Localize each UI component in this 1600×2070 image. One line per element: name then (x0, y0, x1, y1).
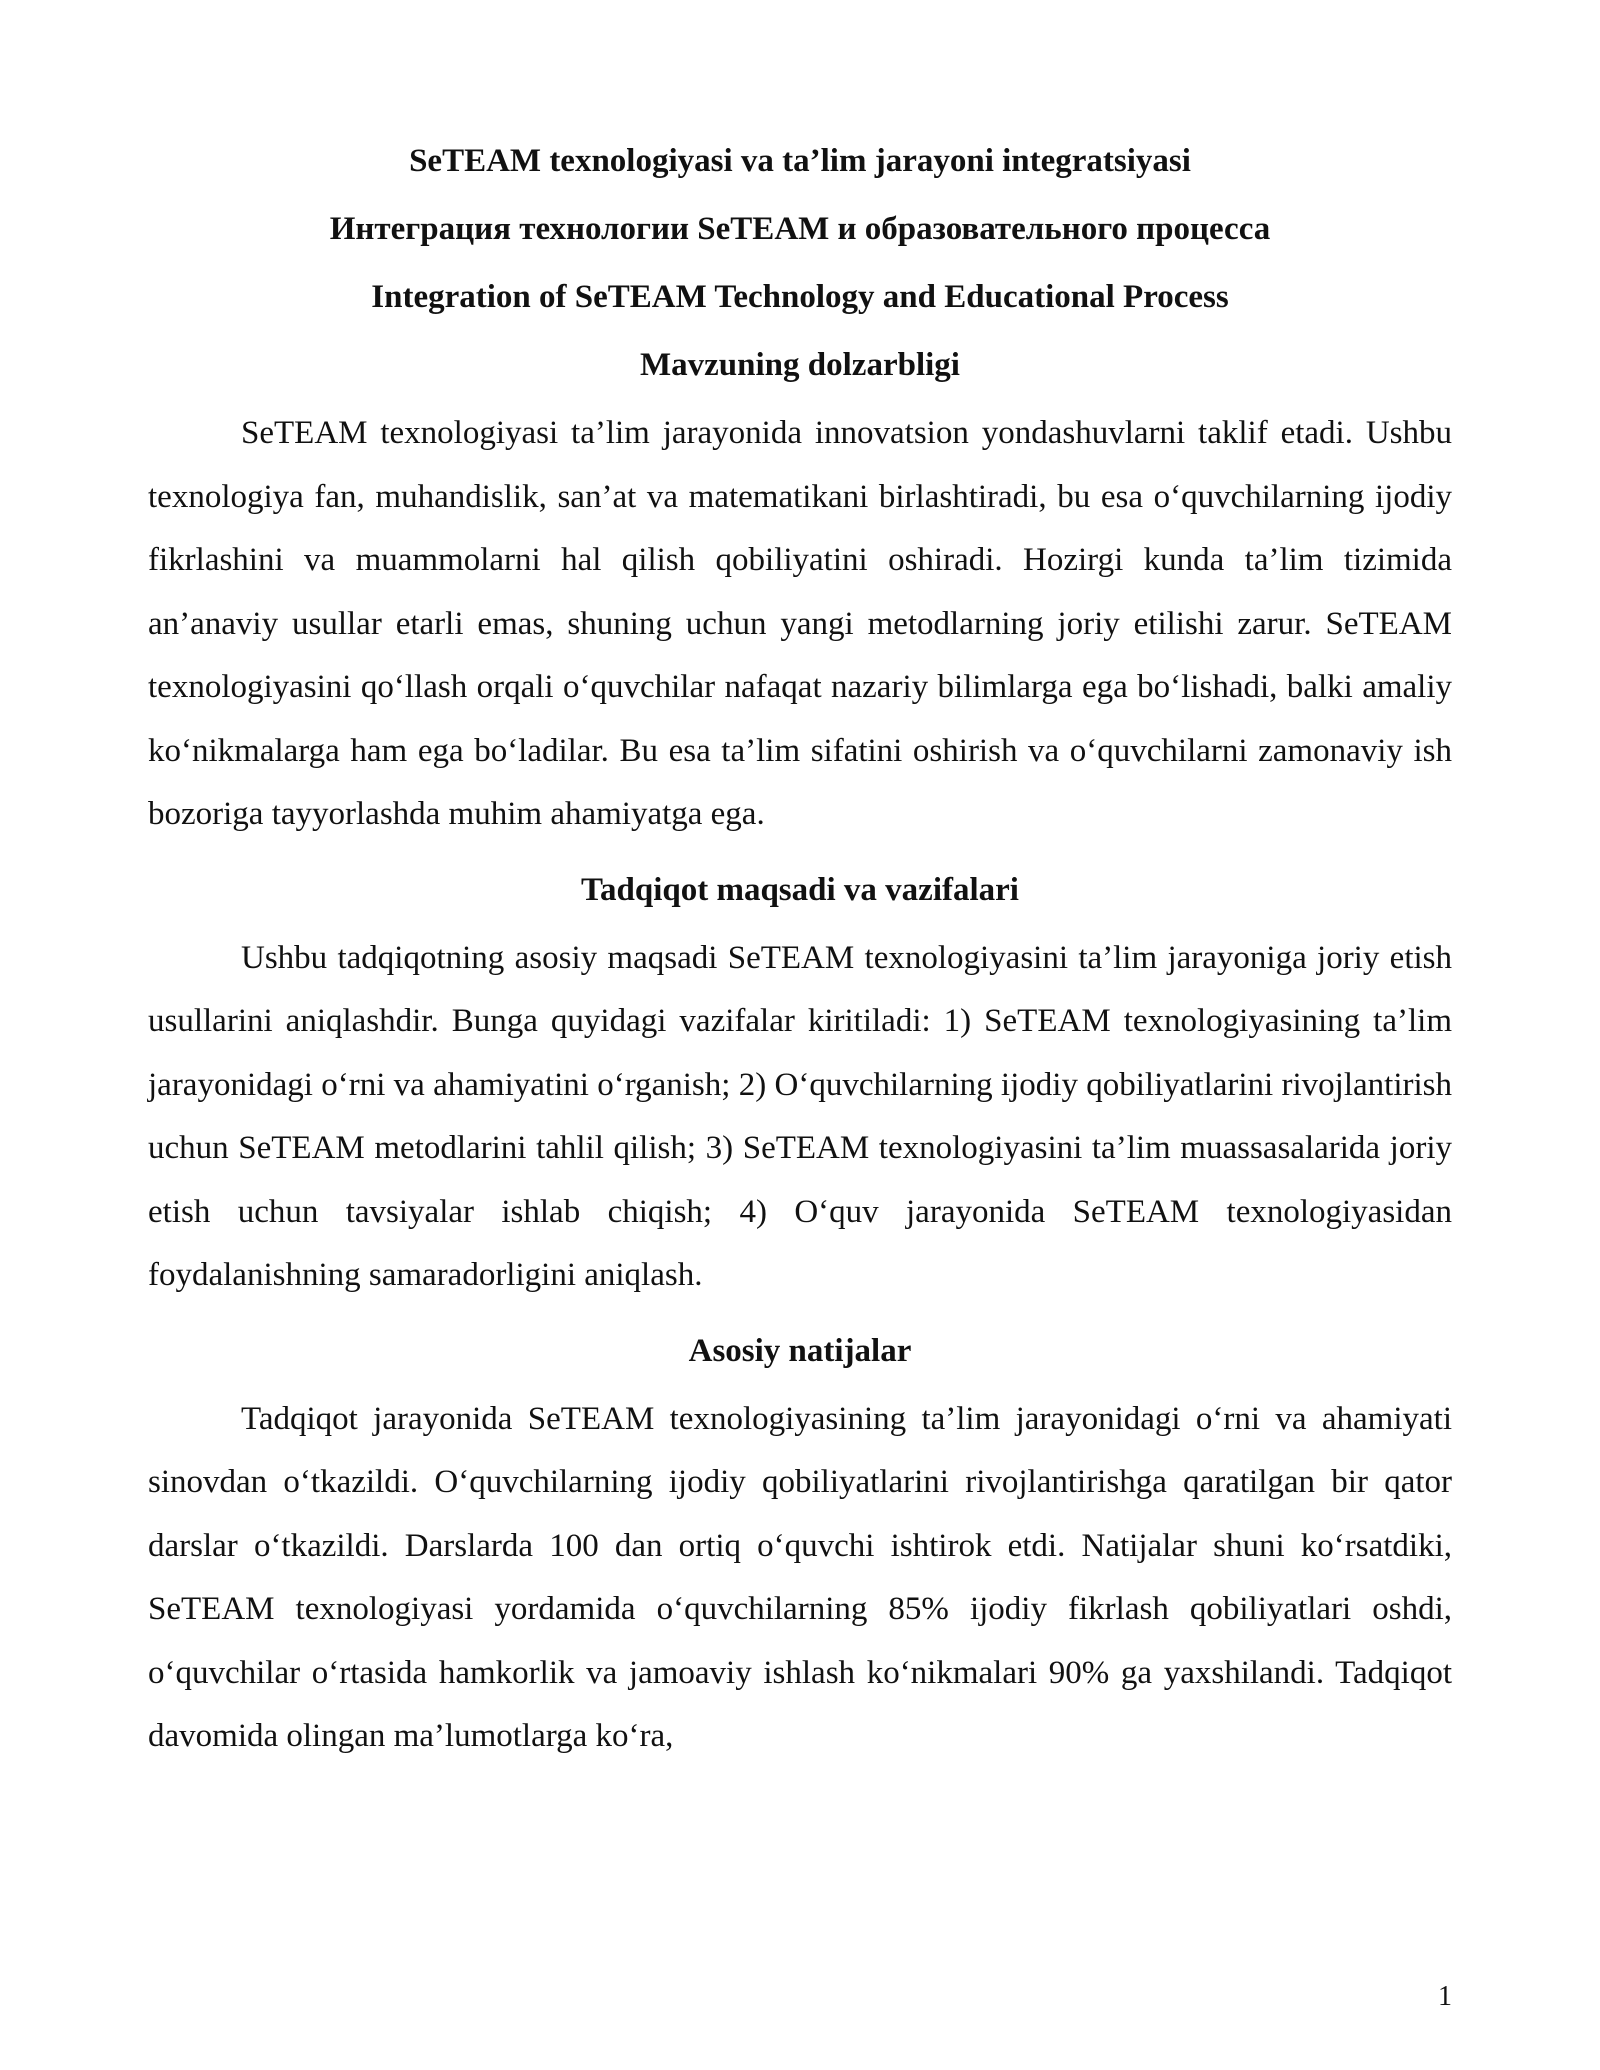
section-heading-goals: Tadqiqot maqsadi va vazifalari (581, 871, 1019, 908)
section-paragraph-results: Tadqiqot jarayonida SeTEAM texnologiyasining ta’lim jarayonidagi o‘rni va ahamiyati sinovdan o‘tkazildi. O‘quvchilarning ijodiy qobiliyatlarini rivojlantirishga qaratilgan bir qator darslar o‘tkazildi. Darslarda 100 dan ortiq o‘quvchi ishtirok etdi. Natijalar shuni ko‘rsatdiki, SeTEAM texnologiyasi yordamida o‘quvchilarning 85% ijodiy fikrlash qobiliyatlari oshdi, o‘quvchilar o‘rtasida hamkorlik va jamoaviy ishlash ko‘nikmalari 90% ga yaxshilandi. Tadqiqot davomida olingan ma’lumotlarga ko‘ra, (148, 1400, 1452, 1754)
title-english: Integration of SeTEAM Technology and Educational Process (371, 279, 1229, 315)
section-heading-relevance: Mavzuning dolzarbligi (640, 347, 960, 383)
section-paragraph-relevance: SeTEAM texnologiyasi ta’lim jarayonida innovatsion yondashuvlarni taklif etadi. Ushbu texnologiya fan, muhandislik, san’at va matematikani birlashtiradi, bu esa o‘quvchilarning ijodiy fikrlashini va muammolarni hal qilish qobiliyatini oshiradi. Hozirgi kunda ta’lim tizimida an’anaviy usullar etarli emas, shuning uchun yangi metodlarning joriy etilishi zarur. SeTEAM texnologiyasini qo‘llash orqali o‘quvchilar nafaqat nazariy bilimlarga ega bo‘lishadi, balki amaliy ko‘nikmalarga ham ega bo‘ladilar. Bu esa ta’lim sifatini oshirish va o‘quvchilarni zamonaviy ish bozoriga tayyorlashda muhim ahamiyatga ega. (148, 415, 1452, 832)
section-heading-results: Asosiy natijalar (688, 1332, 912, 1369)
title-russian: Интеграция технологии SeTEAM и образовательного процесса (329, 211, 1271, 247)
section-paragraph-goals: Ushbu tadqiqotning asosiy maqsadi SeTEAM texnologiyasini ta’lim jarayoniga joriy etish usullarini aniqlashdir. Bunga quyidagi vazifalar kiritiladi: 1) SeTEAM texnologiyasining ta’lim jarayonidagi o‘rni va ahamiyatini o‘rganish; 2) O‘quvchilarning ijodiy qobiliyatlarini rivojlantirish uchun SeTEAM metodlarini tahlil qilish; 3) SeTEAM texnologiyasini ta’lim muassasalarida joriy etish uchun tavsiyalar ishlab chiqish; 4) O‘quv jarayonida SeTEAM texnologiyasidan foydalanishning samaradorligini aniqlash. (148, 939, 1452, 1293)
document-page (148, 138, 1452, 1769)
title-uzbek: SeTEAM texnologiyasi va ta’lim jarayoni integratsiyasi (409, 143, 1191, 179)
page-number: 1 (1438, 1981, 1452, 2012)
